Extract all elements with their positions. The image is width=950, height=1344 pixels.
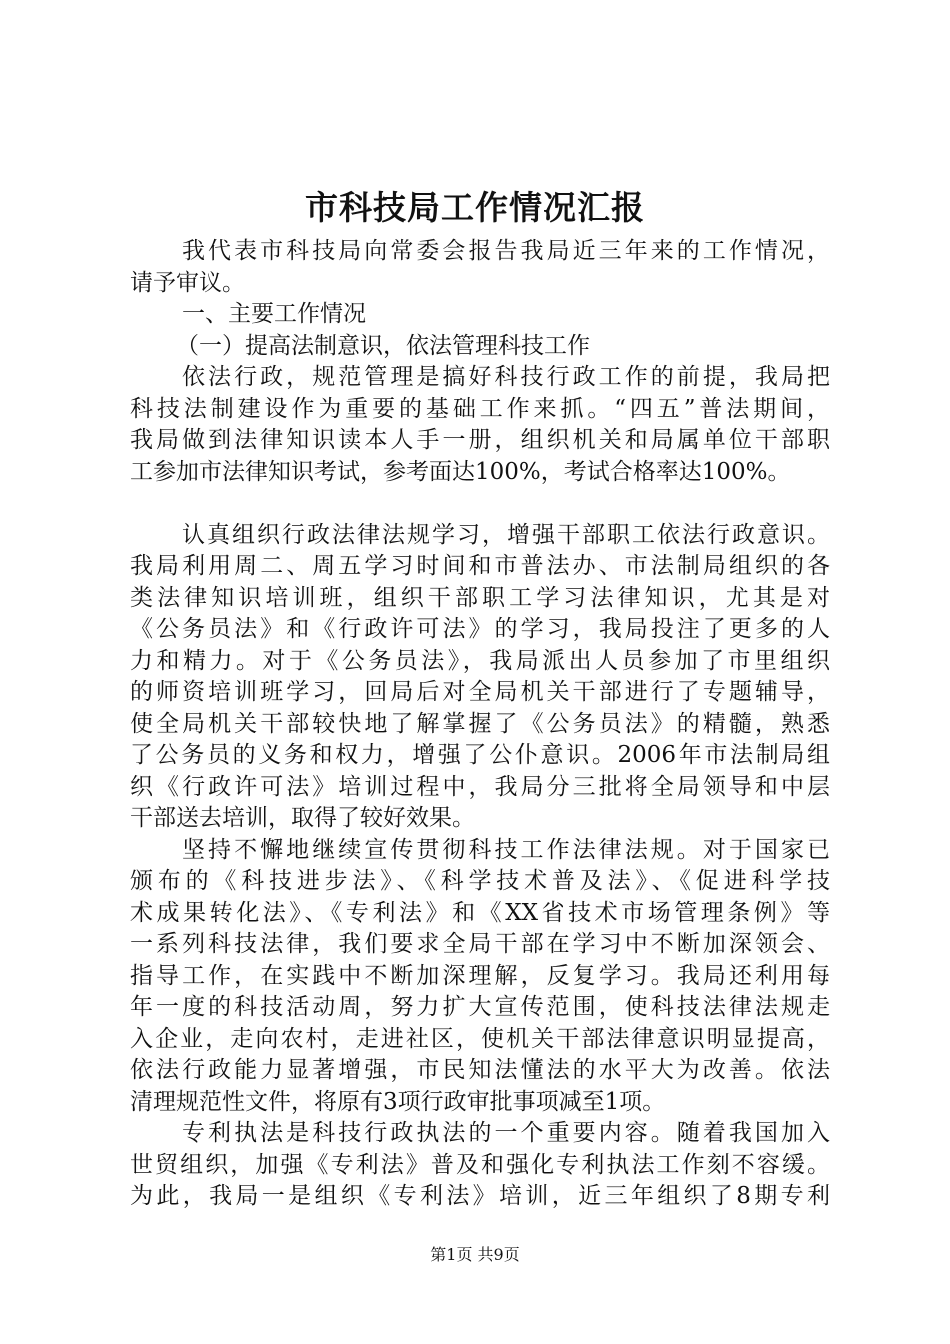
text-line: 织《行政许可法》培训过程中，我局分三批将全局领导和中层 (130, 773, 830, 800)
text-line: 请予审议。 (130, 269, 245, 296)
text-line: 指导工作，在实践中不断加深理解，反复学习。我局还利用每 (130, 962, 830, 989)
text-line: 一系列科技法律，我们要求全局干部在学习中不断加深领会、 (130, 931, 830, 957)
section-heading: 一、主要工作情况 (182, 301, 366, 327)
text-line: 依法行政，规范管理是搞好科技行政工作的前提，我局把 (182, 364, 830, 390)
text-line: 坚持不懈地继续宣传贯彻科技工作法律法规。对于国家已 (182, 836, 830, 863)
subsection-heading: （一）提高法制意识，依法管理科技工作 (176, 332, 590, 359)
page-footer: 第1页 共9页 (430, 1245, 520, 1264)
paragraph-gap (130, 488, 830, 520)
text-line: 为此，我局一是组织《专利法》培训，近三年组织了8期专利 (130, 1183, 830, 1209)
text-line: 的师资培训班学习，回局后对全局机关干部进行了专题辅导， (130, 679, 830, 705)
text-line: 我代表市科技局向常委会报告我局近三年来的工作情况， (182, 238, 830, 264)
text-line: 使全局机关干部较快地了解掌握了《公务员法》的精髓，熟悉 (130, 710, 830, 737)
text-line: 术成果转化法》、《专利法》和《XX省技术市场管理条例》等 (130, 899, 830, 926)
document-title: 市科技局工作情况汇报 (305, 188, 645, 227)
text-line: 我局利用周二、周五学习时间和市普法办、市法制局组织的各 (130, 553, 830, 579)
document-body (130, 236, 830, 1213)
text-line: 清理规范性文件，将原有3项行政审批事项减至1项。 (130, 1088, 666, 1115)
text-line: 我局做到法律知识读本人手一册，组织机关和局属单位干部职 (130, 427, 830, 453)
text-line: 入企业，走向农村，走进社区，使机关干部法律意识明显提高， (130, 1025, 830, 1052)
text-line: 干部送去培训，取得了较好效果。 (130, 805, 475, 831)
text-line: 颁布的《科技进步法》、《科学技术普及法》、《促进科学技 (130, 868, 830, 894)
text-line: 认真组织行政法律法规学习，增强干部职工依法行政意识。 (182, 521, 830, 548)
text-line: 工参加市法律知识考试，参考面达100%，考试合格率达100%。 (130, 458, 791, 485)
text-line: 年一度的科技活动周，努力扩大宣传范围，使科技法律法规走 (130, 994, 830, 1020)
text-line: 《公务员法》和《行政许可法》的学习，我局投注了更多的人 (130, 616, 830, 642)
text-line: 了公务员的义务和权力，增强了公仆意识。2006年市法制局组 (130, 742, 830, 768)
text-line: 力和精力。对于《公务员法》，我局派出人员参加了市里组织 (130, 647, 830, 674)
text-line: 依法行政能力显著增强，市民知法懂法的水平大为改善。依法 (130, 1057, 830, 1083)
text-line: 专利执法是科技行政执法的一个重要内容。随着我国加入 (182, 1120, 830, 1146)
text-line: 类法律知识培训班，组织干部职工学习法律知识，尤其是对 (130, 584, 830, 611)
text-line: 世贸组织，加强《专利法》普及和强化专利执法工作刻不容缓。 (130, 1151, 830, 1178)
text-line: 科技法制建设作为重要的基础工作来抓。“四五”普法期间， (130, 395, 830, 422)
